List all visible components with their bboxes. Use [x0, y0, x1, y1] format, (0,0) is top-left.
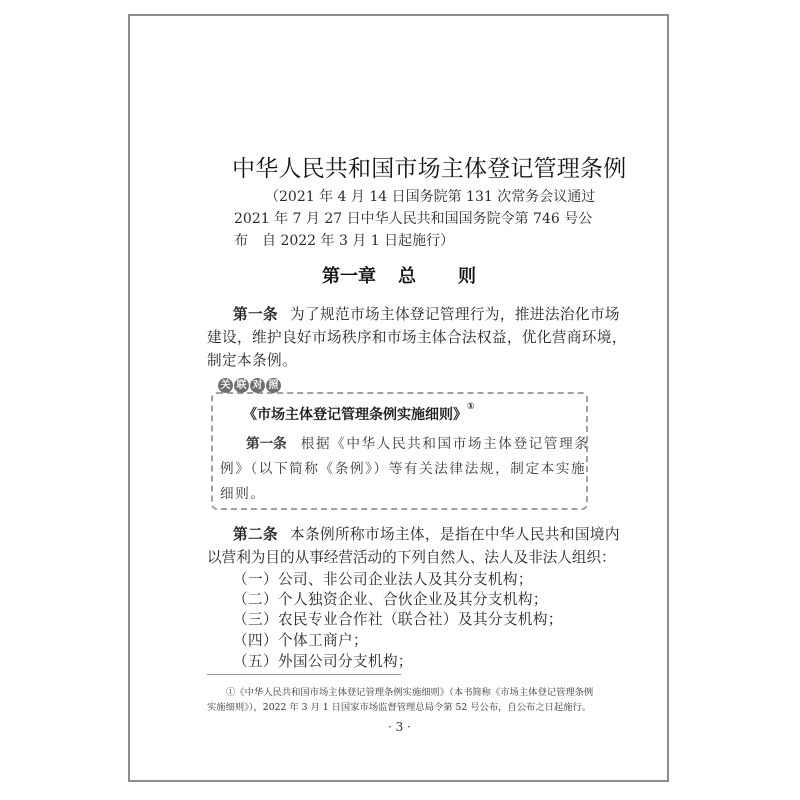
subtitle-line-2: 2021 年 7 月 27 日中华人民共和国国务院令第 746 号公	[234, 211, 593, 227]
cross-reference-badge	[218, 378, 281, 393]
cross-reference-line-3: 细则。	[220, 486, 266, 502]
footnote-marker[interactable]: ①	[467, 402, 475, 412]
subtitle-line-3: 布 自 2022 年 3 月 1 日起施行）	[234, 233, 455, 249]
badge-char: 联	[234, 378, 249, 393]
cross-reference-article-label: 第一条	[246, 436, 287, 452]
footnote-divider	[207, 674, 401, 675]
article-2-item-3: （三）农民专业合作社（联合社）及其分支机构；	[233, 611, 563, 628]
chapter-name-part-1: 总	[398, 266, 416, 287]
chapter-heading	[322, 262, 476, 288]
article-1-label: 第一条	[233, 306, 278, 323]
badge-char: 关	[218, 378, 233, 393]
article-2-item-1: （一）公司、非公司企业法人及其分支机构；	[233, 571, 533, 588]
article-2-item-2: （二）个人独资企业、合伙企业及其分支机构；	[233, 591, 548, 608]
badge-char: 照	[266, 378, 281, 393]
footnote-line-2: 实施细则》），2022 年 3 月 1 日国家市场监督管理总局令第 52 号公布，自公布之日起施行。	[207, 702, 592, 713]
cross-reference-line-1: 第一条 根据《中华人民共和国市场主体登记管理条	[246, 436, 590, 452]
article-1-line-3: 制定本条例。	[207, 352, 297, 369]
footnote-line-1: ①《中华人民共和国市场主体登记管理条例实施细则》（本书简称《市场主体登记管理条例	[226, 687, 594, 698]
cross-reference-line-2: 例》（以下简称《条例》）等有关法律法规，制定本实施	[220, 461, 587, 477]
article-2-line-2: 以营利为目的从事经营活动的下列自然人、法人及非法人组织：	[207, 549, 616, 566]
article-1-line-1: 第一条 为了规范市场主体登记管理行为，推进法治化市场	[233, 306, 620, 323]
article-2-label: 第二条	[233, 526, 278, 543]
page-number: · 3 ·	[388, 720, 411, 734]
chapter-number: 第一章	[322, 266, 376, 287]
subtitle-line-1: （2021 年 4 月 14 日国务院第 131 次常务会议通过	[265, 189, 596, 205]
article-2-item-4: （四）个体工商户；	[233, 632, 368, 649]
article-2-item-5: （五）外国公司分支机构；	[233, 653, 413, 670]
article-1-line-2: 建设，维护良好市场秩序和市场主体合法权益，优化营商环境，	[207, 329, 627, 346]
cross-reference-doc-title: 《市场主体登记管理条例实施细则》①	[243, 402, 475, 423]
article-2-line-1: 第二条 本条例所称市场主体，是指在中华人民共和国境内	[233, 526, 620, 543]
badge-char: 对	[250, 378, 265, 393]
document-title: 中华人民共和国市场主体登记管理条例	[232, 156, 627, 182]
chapter-name-part-2: 则	[458, 266, 476, 287]
